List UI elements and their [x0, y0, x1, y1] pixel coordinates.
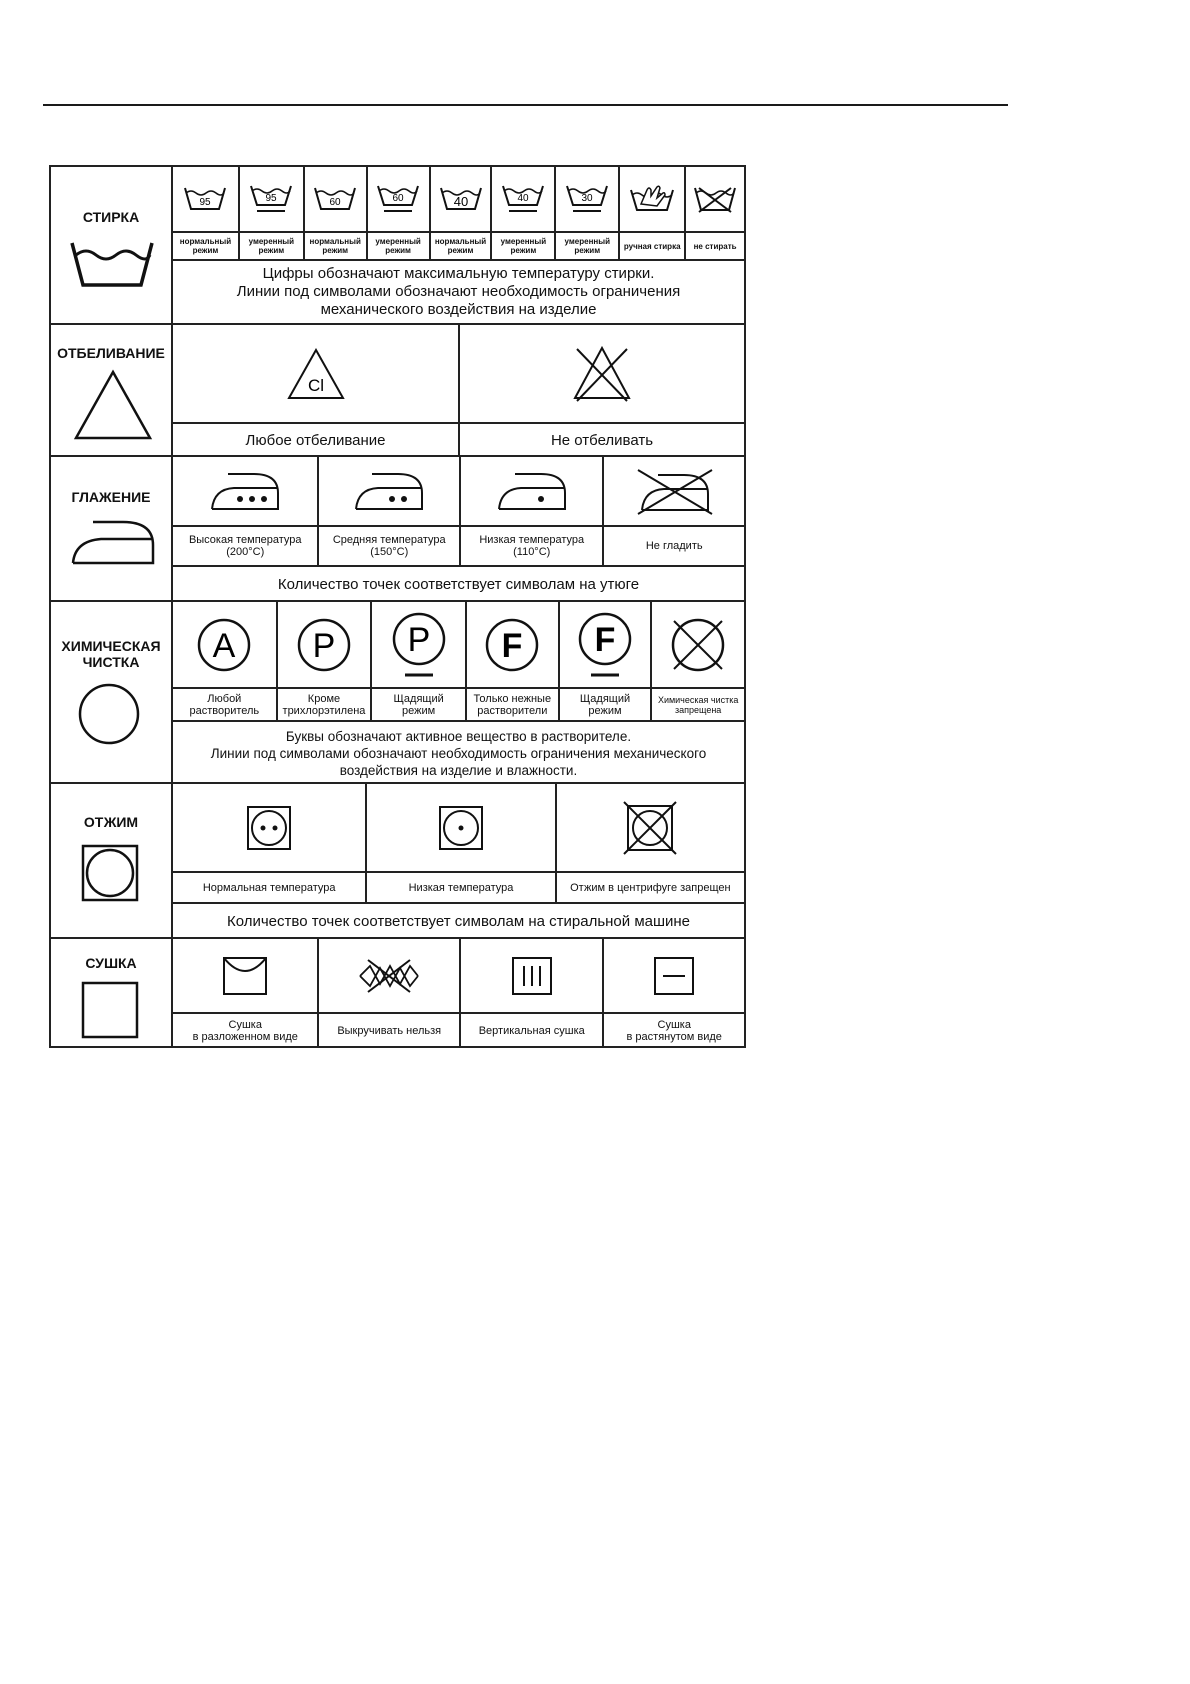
- bleach-label-cell: [51, 325, 173, 455]
- wash-95-icon: [173, 167, 238, 231]
- section-title-iron: ГЛАЖЕНИЕ: [71, 489, 151, 505]
- hand-wash-icon: [618, 167, 684, 231]
- wash-note: Цифры обозначают максимальную температуру стирки. Линии под символами обозначают необходимость ограничения механического воздействия на изделие: [173, 259, 744, 323]
- dry-stretched-icon: [602, 939, 744, 1012]
- iron-caption: Не гладить: [602, 527, 744, 565]
- iron-icon: [71, 517, 155, 565]
- section-wash: [51, 167, 744, 323]
- svg-text:40: 40: [453, 194, 468, 209]
- svg-text:95: 95: [199, 197, 211, 208]
- wash-caption: умеренный режим: [366, 233, 429, 259]
- dryclean-caption: Любой растворитель: [189, 692, 260, 717]
- wash-60-icon: [303, 167, 366, 231]
- svg-text:95: 95: [265, 193, 277, 204]
- wash-95-gentle-icon: [238, 167, 303, 231]
- spin-caption: Отжим в центрифуге запрещен: [555, 873, 744, 902]
- care-symbols-chart: [49, 165, 746, 1048]
- svg-text:Cl: Cl: [307, 375, 324, 395]
- wash-caption: умеренный режим: [238, 233, 303, 259]
- wash-caption: нормальный режим: [303, 233, 366, 259]
- iron-1-dot-icon: [459, 457, 603, 525]
- section-dryclean: [51, 600, 744, 782]
- svg-text:F: F: [501, 626, 523, 665]
- svg-text:40: 40: [517, 193, 529, 204]
- section-title-dryclean: ХИМИЧЕСКАЯ ЧИСТКА: [61, 638, 161, 670]
- do-not-dryclean-icon: [650, 602, 744, 687]
- spin-label-cell: [51, 784, 173, 937]
- do-not-bleach-icon: [458, 325, 744, 422]
- dryclean-f-gentle-icon: [558, 602, 651, 687]
- svg-text:F: F: [594, 620, 616, 659]
- bleach-triangle-icon: [73, 369, 153, 441]
- wash-caption: ручная стирка: [618, 233, 684, 259]
- bleach-cl-icon: [173, 325, 458, 422]
- dryclean-a-icon: [173, 602, 276, 687]
- spin-caption: Низкая температура: [365, 873, 554, 902]
- dry-flat-icon: [173, 939, 317, 1012]
- tumble-1-dot-icon: [365, 784, 554, 871]
- do-not-wring-icon: [317, 939, 459, 1012]
- iron-note: Количество точек соответствует символам на утюге: [173, 565, 744, 602]
- dry-caption: Сушка в разложенном виде: [192, 1018, 298, 1043]
- wash-tub-icon: [70, 239, 154, 287]
- section-title-spin: ОТЖИМ: [83, 814, 139, 830]
- iron-label-cell: [51, 457, 173, 600]
- svg-text:60: 60: [329, 197, 341, 208]
- dry-caption: Сушка в растянутом виде: [602, 1014, 744, 1047]
- dryclean-p-gentle-icon: [370, 602, 465, 687]
- iron-caption: Средняя температура (150°C): [317, 527, 459, 565]
- svg-text:P: P: [407, 620, 430, 659]
- header-rule: [43, 104, 1008, 106]
- iron-caption: Низкая температура (110°C): [459, 527, 603, 565]
- dry-caption: Выкручивать нельзя: [317, 1014, 459, 1047]
- wash-40-icon: [429, 167, 491, 231]
- section-spin: [51, 782, 744, 937]
- dryclean-f-icon: [465, 602, 558, 687]
- wash-caption: умеренный режим: [554, 233, 618, 259]
- wash-caption: нормальный режим: [179, 237, 232, 255]
- do-not-tumble-icon: [555, 784, 744, 871]
- dryclean-caption: Только нежные растворители: [465, 689, 558, 720]
- dry-label-cell: [51, 939, 173, 1047]
- dryclean-caption: Химическая чистка запрещена: [650, 689, 744, 720]
- wash-60-gentle-icon: [366, 167, 429, 231]
- dryclean-caption: Щадящий режим: [558, 689, 651, 720]
- section-title-wash: СТИРКА: [82, 209, 140, 225]
- wash-30-gentle-icon: [554, 167, 618, 231]
- wash-caption: не стирать: [684, 233, 744, 259]
- svg-text:30: 30: [581, 193, 593, 204]
- tumble-2-dots-icon: [173, 784, 365, 871]
- dry-square-icon: [81, 981, 139, 1039]
- wash-caption: умеренный режим: [490, 233, 554, 259]
- spin-note: Количество точек соответствует символам на стиральной машине: [173, 902, 744, 939]
- dryclean-caption: Щадящий режим: [370, 689, 465, 720]
- iron-caption: Высокая температура (200°C): [188, 534, 302, 558]
- dryclean-p-icon: [276, 602, 371, 687]
- wash-40-gentle-icon: [490, 167, 554, 231]
- bleach-caption: Не отбеливать: [458, 424, 744, 457]
- tumble-dry-icon: [81, 844, 139, 902]
- bleach-caption: Любое отбеливание: [245, 432, 386, 449]
- wash-label-cell: [51, 167, 173, 323]
- dryclean-label-cell: [51, 602, 173, 782]
- section-title-bleach: ОТБЕЛИВАНИЕ: [57, 345, 165, 361]
- dryclean-caption: Кроме трихлорэтилена: [276, 689, 371, 720]
- dry-caption: Вертикальная сушка: [459, 1014, 603, 1047]
- wash-caption: нормальный режим: [429, 233, 491, 259]
- spin-caption: Нормальная температура: [202, 881, 336, 894]
- do-not-iron-icon: [602, 457, 744, 525]
- line-dry-icon: [459, 939, 603, 1012]
- dryclean-circle-icon: [77, 682, 141, 746]
- svg-text:60: 60: [392, 193, 404, 204]
- section-dry: [51, 937, 744, 1047]
- svg-text:A: A: [212, 626, 236, 665]
- section-bleach: [51, 323, 744, 455]
- svg-text:P: P: [312, 626, 336, 665]
- section-title-dry: СУШКА: [85, 955, 137, 971]
- do-not-wash-icon: [684, 167, 744, 231]
- iron-3-dots-icon: [173, 457, 317, 525]
- section-iron: [51, 455, 744, 600]
- dryclean-note: Буквы обозначают активное вещество в растворителе. Линии под символами обозначают необходимость ограничения механического воздействия на изделие и влажности.: [173, 720, 744, 784]
- iron-2-dots-icon: [317, 457, 459, 525]
